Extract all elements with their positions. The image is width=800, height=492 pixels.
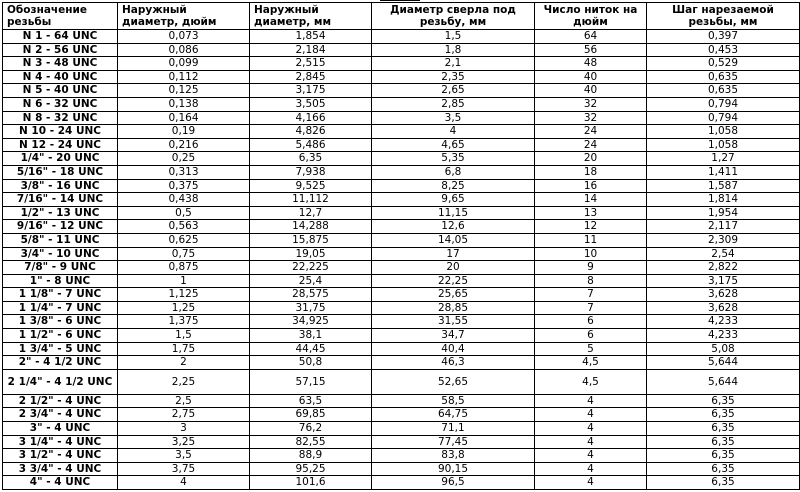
cell-threads-per-inch: 4 bbox=[535, 408, 647, 422]
cell-thread-designation: 2" - 4 1/2 UNC bbox=[3, 356, 118, 370]
cell-outer-diameter-mm: 25,4 bbox=[250, 274, 372, 288]
cell-outer-diameter-mm: 11,112 bbox=[250, 193, 372, 207]
table-row bbox=[3, 369, 800, 394]
cell-thread-designation: N 2 - 56 UNC bbox=[3, 43, 118, 57]
cell-threads-per-inch: 48 bbox=[535, 57, 647, 71]
table-row bbox=[3, 233, 800, 247]
cell-outer-diameter-inch: 3,75 bbox=[118, 462, 250, 476]
cell-drill-diameter: 25,65 bbox=[372, 288, 535, 302]
cell-outer-diameter-mm: 3,175 bbox=[250, 84, 372, 98]
cell-outer-diameter-inch: 3 bbox=[118, 422, 250, 436]
cell-outer-diameter-inch: 0,875 bbox=[118, 261, 250, 275]
cell-outer-diameter-inch: 0,125 bbox=[118, 84, 250, 98]
cell-thread-pitch: 0,794 bbox=[647, 97, 800, 111]
table-row bbox=[3, 247, 800, 261]
cell-drill-diameter: 28,85 bbox=[372, 301, 535, 315]
cell-threads-per-inch: 6 bbox=[535, 329, 647, 343]
cell-outer-diameter-mm: 6,35 bbox=[250, 152, 372, 166]
cell-outer-diameter-mm: 34,925 bbox=[250, 315, 372, 329]
cell-threads-per-inch: 6 bbox=[535, 315, 647, 329]
cell-thread-pitch: 2,309 bbox=[647, 233, 800, 247]
cell-outer-diameter-inch: 1,125 bbox=[118, 288, 250, 302]
table-row bbox=[3, 301, 800, 315]
cell-threads-per-inch: 9 bbox=[535, 261, 647, 275]
cell-thread-pitch: 6,35 bbox=[647, 394, 800, 408]
cell-outer-diameter-mm: 28,575 bbox=[250, 288, 372, 302]
cell-outer-diameter-inch: 0,375 bbox=[118, 179, 250, 193]
cell-threads-per-inch: 32 bbox=[535, 97, 647, 111]
cell-outer-diameter-mm: 101,6 bbox=[250, 476, 372, 490]
cell-outer-diameter-inch: 0,073 bbox=[118, 30, 250, 44]
cell-outer-diameter-mm: 7,938 bbox=[250, 165, 372, 179]
cell-outer-diameter-mm: 5,486 bbox=[250, 138, 372, 152]
cell-threads-per-inch: 4 bbox=[535, 435, 647, 449]
header-row bbox=[3, 3, 800, 30]
cell-thread-pitch: 6,35 bbox=[647, 476, 800, 490]
table-body bbox=[3, 30, 800, 490]
cell-thread-pitch: 1,058 bbox=[647, 125, 800, 139]
cell-outer-diameter-mm: 69,85 bbox=[250, 408, 372, 422]
cell-outer-diameter-mm: 2,515 bbox=[250, 57, 372, 71]
table-header bbox=[3, 3, 800, 30]
cell-threads-per-inch: 4 bbox=[535, 422, 647, 436]
table-row bbox=[3, 111, 800, 125]
table-row bbox=[3, 342, 800, 356]
cell-outer-diameter-inch: 1,75 bbox=[118, 342, 250, 356]
cell-outer-diameter-inch: 1,5 bbox=[118, 329, 250, 343]
cell-outer-diameter-mm: 50,8 bbox=[250, 356, 372, 370]
cell-thread-pitch: 2,822 bbox=[647, 261, 800, 275]
cell-outer-diameter-inch: 0,164 bbox=[118, 111, 250, 125]
table-row bbox=[3, 476, 800, 490]
cell-thread-designation: 1 1/8" - 7 UNC bbox=[3, 288, 118, 302]
cell-outer-diameter-inch: 0,25 bbox=[118, 152, 250, 166]
cell-thread-designation: 9/16" - 12 UNC bbox=[3, 220, 118, 234]
cell-threads-per-inch: 64 bbox=[535, 30, 647, 44]
cell-thread-pitch: 1,954 bbox=[647, 206, 800, 220]
cell-outer-diameter-inch: 2,25 bbox=[118, 369, 250, 394]
cell-thread-pitch: 3,628 bbox=[647, 301, 800, 315]
table-row bbox=[3, 356, 800, 370]
table-row bbox=[3, 152, 800, 166]
cell-thread-designation: 1" - 8 UNC bbox=[3, 274, 118, 288]
cell-outer-diameter-inch: 0,216 bbox=[118, 138, 250, 152]
cell-threads-per-inch: 5 bbox=[535, 342, 647, 356]
cell-threads-per-inch: 18 bbox=[535, 165, 647, 179]
cell-thread-designation: 3/4" - 10 UNC bbox=[3, 247, 118, 261]
cell-drill-diameter: 4 bbox=[372, 125, 535, 139]
cell-drill-diameter: 2,85 bbox=[372, 97, 535, 111]
cell-thread-designation: N 6 - 32 UNC bbox=[3, 97, 118, 111]
cell-drill-diameter: 1,5 bbox=[372, 30, 535, 44]
table-row bbox=[3, 408, 800, 422]
cell-threads-per-inch: 8 bbox=[535, 274, 647, 288]
cell-threads-per-inch: 4 bbox=[535, 462, 647, 476]
cell-thread-designation: 2 3/4" - 4 UNC bbox=[3, 408, 118, 422]
top-edge-mark bbox=[380, 0, 420, 1]
cell-drill-diameter: 31,55 bbox=[372, 315, 535, 329]
cell-outer-diameter-mm: 63,5 bbox=[250, 394, 372, 408]
cell-drill-diameter: 64,75 bbox=[372, 408, 535, 422]
cell-threads-per-inch: 20 bbox=[535, 152, 647, 166]
cell-outer-diameter-mm: 76,2 bbox=[250, 422, 372, 436]
cell-drill-diameter: 83,8 bbox=[372, 449, 535, 463]
table-row bbox=[3, 315, 800, 329]
cell-outer-diameter-inch: 0,563 bbox=[118, 220, 250, 234]
cell-outer-diameter-mm: 38,1 bbox=[250, 329, 372, 343]
cell-outer-diameter-mm: 12,7 bbox=[250, 206, 372, 220]
cell-thread-pitch: 5,644 bbox=[647, 356, 800, 370]
cell-drill-diameter: 4,65 bbox=[372, 138, 535, 152]
cell-threads-per-inch: 16 bbox=[535, 179, 647, 193]
cell-thread-designation: N 3 - 48 UNC bbox=[3, 57, 118, 71]
cell-threads-per-inch: 24 bbox=[535, 138, 647, 152]
cell-drill-diameter: 6,8 bbox=[372, 165, 535, 179]
header-threads-per-inch: Число ниток на дюйм bbox=[535, 3, 647, 30]
cell-outer-diameter-mm: 82,55 bbox=[250, 435, 372, 449]
cell-thread-pitch: 1,587 bbox=[647, 179, 800, 193]
cell-outer-diameter-mm: 14,288 bbox=[250, 220, 372, 234]
cell-thread-pitch: 2,117 bbox=[647, 220, 800, 234]
cell-threads-per-inch: 24 bbox=[535, 125, 647, 139]
cell-drill-diameter: 22,25 bbox=[372, 274, 535, 288]
table-row bbox=[3, 138, 800, 152]
cell-thread-designation: N 10 - 24 UNC bbox=[3, 125, 118, 139]
cell-outer-diameter-mm: 2,184 bbox=[250, 43, 372, 57]
cell-thread-designation: 1 1/4" - 7 UNC bbox=[3, 301, 118, 315]
cell-thread-pitch: 0,453 bbox=[647, 43, 800, 57]
cell-outer-diameter-mm: 19,05 bbox=[250, 247, 372, 261]
cell-drill-diameter: 2,65 bbox=[372, 84, 535, 98]
table-row bbox=[3, 84, 800, 98]
cell-drill-diameter: 2,1 bbox=[372, 57, 535, 71]
cell-thread-designation: N 1 - 64 UNC bbox=[3, 30, 118, 44]
table-row bbox=[3, 435, 800, 449]
cell-drill-diameter: 14,05 bbox=[372, 233, 535, 247]
cell-threads-per-inch: 4 bbox=[535, 476, 647, 490]
table-row bbox=[3, 30, 800, 44]
cell-drill-diameter: 46,3 bbox=[372, 356, 535, 370]
cell-thread-pitch: 0,635 bbox=[647, 70, 800, 84]
cell-thread-pitch: 0,635 bbox=[647, 84, 800, 98]
cell-outer-diameter-inch: 4 bbox=[118, 476, 250, 490]
cell-drill-diameter: 3,5 bbox=[372, 111, 535, 125]
cell-outer-diameter-mm: 2,845 bbox=[250, 70, 372, 84]
cell-thread-designation: 3 1/2" - 4 UNC bbox=[3, 449, 118, 463]
cell-thread-designation: 3" - 4 UNC bbox=[3, 422, 118, 436]
cell-outer-diameter-inch: 0,625 bbox=[118, 233, 250, 247]
cell-thread-pitch: 3,628 bbox=[647, 288, 800, 302]
cell-threads-per-inch: 40 bbox=[535, 84, 647, 98]
cell-thread-pitch: 0,794 bbox=[647, 111, 800, 125]
cell-drill-diameter: 90,15 bbox=[372, 462, 535, 476]
cell-outer-diameter-inch: 1,25 bbox=[118, 301, 250, 315]
cell-drill-diameter: 17 bbox=[372, 247, 535, 261]
cell-thread-pitch: 6,35 bbox=[647, 408, 800, 422]
header-thread-pitch: Шаг нарезаемой резьбы, мм bbox=[647, 3, 800, 30]
table-row bbox=[3, 179, 800, 193]
cell-thread-designation: N 8 - 32 UNC bbox=[3, 111, 118, 125]
cell-thread-designation: 2 1/4" - 4 1/2 UNC bbox=[3, 369, 118, 394]
cell-thread-pitch: 1,411 bbox=[647, 165, 800, 179]
cell-thread-designation: 1 3/8" - 6 UNC bbox=[3, 315, 118, 329]
cell-thread-designation: 1 3/4" - 5 UNC bbox=[3, 342, 118, 356]
cell-threads-per-inch: 12 bbox=[535, 220, 647, 234]
cell-outer-diameter-mm: 95,25 bbox=[250, 462, 372, 476]
cell-outer-diameter-inch: 0,313 bbox=[118, 165, 250, 179]
cell-thread-designation: 7/8" - 9 UNC bbox=[3, 261, 118, 275]
cell-outer-diameter-inch: 0,5 bbox=[118, 206, 250, 220]
cell-thread-designation: 2 1/2" - 4 UNC bbox=[3, 394, 118, 408]
cell-thread-designation: 5/8" - 11 UNC bbox=[3, 233, 118, 247]
cell-thread-pitch: 4,233 bbox=[647, 329, 800, 343]
header-outer-diameter-mm: Наружный диаметр, мм bbox=[250, 3, 372, 30]
cell-thread-designation: 1 1/2" - 6 UNC bbox=[3, 329, 118, 343]
cell-thread-pitch: 1,27 bbox=[647, 152, 800, 166]
cell-outer-diameter-mm: 3,505 bbox=[250, 97, 372, 111]
cell-outer-diameter-mm: 4,826 bbox=[250, 125, 372, 139]
cell-thread-pitch: 1,814 bbox=[647, 193, 800, 207]
cell-outer-diameter-mm: 44,45 bbox=[250, 342, 372, 356]
cell-drill-diameter: 71,1 bbox=[372, 422, 535, 436]
cell-threads-per-inch: 4 bbox=[535, 394, 647, 408]
table-row bbox=[3, 394, 800, 408]
cell-drill-diameter: 12,6 bbox=[372, 220, 535, 234]
cell-threads-per-inch: 40 bbox=[535, 70, 647, 84]
cell-threads-per-inch: 56 bbox=[535, 43, 647, 57]
cell-drill-diameter: 40,4 bbox=[372, 342, 535, 356]
cell-outer-diameter-inch: 2,75 bbox=[118, 408, 250, 422]
cell-thread-designation: 3/8" - 16 UNC bbox=[3, 179, 118, 193]
cell-thread-pitch: 5,644 bbox=[647, 369, 800, 394]
table-row bbox=[3, 43, 800, 57]
cell-thread-designation: N 12 - 24 UNC bbox=[3, 138, 118, 152]
cell-threads-per-inch: 4,5 bbox=[535, 356, 647, 370]
cell-outer-diameter-mm: 4,166 bbox=[250, 111, 372, 125]
cell-drill-diameter: 8,25 bbox=[372, 179, 535, 193]
cell-threads-per-inch: 7 bbox=[535, 301, 647, 315]
cell-threads-per-inch: 11 bbox=[535, 233, 647, 247]
table-row bbox=[3, 57, 800, 71]
cell-outer-diameter-mm: 57,15 bbox=[250, 369, 372, 394]
table-row bbox=[3, 193, 800, 207]
table-row bbox=[3, 422, 800, 436]
cell-drill-diameter: 20 bbox=[372, 261, 535, 275]
cell-outer-diameter-mm: 22,225 bbox=[250, 261, 372, 275]
cell-thread-pitch: 6,35 bbox=[647, 462, 800, 476]
cell-threads-per-inch: 4 bbox=[535, 449, 647, 463]
cell-drill-diameter: 9,65 bbox=[372, 193, 535, 207]
cell-threads-per-inch: 32 bbox=[535, 111, 647, 125]
cell-outer-diameter-inch: 0,112 bbox=[118, 70, 250, 84]
cell-outer-diameter-inch: 1 bbox=[118, 274, 250, 288]
cell-threads-per-inch: 7 bbox=[535, 288, 647, 302]
cell-drill-diameter: 5,35 bbox=[372, 152, 535, 166]
header-thread-designation: Обозначение резьбы bbox=[3, 3, 118, 30]
cell-outer-diameter-inch: 2,5 bbox=[118, 394, 250, 408]
cell-thread-pitch: 2,54 bbox=[647, 247, 800, 261]
unc-thread-table bbox=[2, 2, 800, 490]
cell-drill-diameter: 58,5 bbox=[372, 394, 535, 408]
cell-thread-pitch: 1,058 bbox=[647, 138, 800, 152]
cell-outer-diameter-inch: 0,138 bbox=[118, 97, 250, 111]
table-row bbox=[3, 288, 800, 302]
cell-thread-pitch: 3,175 bbox=[647, 274, 800, 288]
cell-outer-diameter-inch: 3,25 bbox=[118, 435, 250, 449]
cell-outer-diameter-mm: 1,854 bbox=[250, 30, 372, 44]
cell-thread-pitch: 0,397 bbox=[647, 30, 800, 44]
cell-thread-pitch: 6,35 bbox=[647, 435, 800, 449]
cell-outer-diameter-inch: 0,75 bbox=[118, 247, 250, 261]
cell-thread-designation: 5/16" - 18 UNC bbox=[3, 165, 118, 179]
table-row bbox=[3, 125, 800, 139]
cell-threads-per-inch: 13 bbox=[535, 206, 647, 220]
cell-outer-diameter-inch: 2 bbox=[118, 356, 250, 370]
cell-outer-diameter-inch: 0,099 bbox=[118, 57, 250, 71]
table-row bbox=[3, 261, 800, 275]
cell-drill-diameter: 1,8 bbox=[372, 43, 535, 57]
cell-drill-diameter: 96,5 bbox=[372, 476, 535, 490]
table-row bbox=[3, 70, 800, 84]
cell-thread-pitch: 0,529 bbox=[647, 57, 800, 71]
cell-threads-per-inch: 10 bbox=[535, 247, 647, 261]
table-row bbox=[3, 165, 800, 179]
cell-outer-diameter-mm: 15,875 bbox=[250, 233, 372, 247]
cell-thread-designation: N 4 - 40 UNC bbox=[3, 70, 118, 84]
cell-outer-diameter-mm: 9,525 bbox=[250, 179, 372, 193]
cell-drill-diameter: 77,45 bbox=[372, 435, 535, 449]
table-row bbox=[3, 462, 800, 476]
cell-thread-pitch: 6,35 bbox=[647, 449, 800, 463]
cell-thread-designation: 1/2" - 13 UNC bbox=[3, 206, 118, 220]
table-row bbox=[3, 220, 800, 234]
cell-thread-designation: 3 3/4" - 4 UNC bbox=[3, 462, 118, 476]
cell-drill-diameter: 52,65 bbox=[372, 369, 535, 394]
table-row bbox=[3, 274, 800, 288]
cell-outer-diameter-inch: 0,086 bbox=[118, 43, 250, 57]
top-edge-fragment bbox=[0, 0, 800, 1]
cell-outer-diameter-mm: 31,75 bbox=[250, 301, 372, 315]
cell-thread-designation: 3 1/4" - 4 UNC bbox=[3, 435, 118, 449]
cell-thread-pitch: 5,08 bbox=[647, 342, 800, 356]
cell-thread-designation: 1/4" - 20 UNC bbox=[3, 152, 118, 166]
cell-thread-designation: N 5 - 40 UNC bbox=[3, 84, 118, 98]
cell-outer-diameter-inch: 1,375 bbox=[118, 315, 250, 329]
cell-thread-pitch: 6,35 bbox=[647, 422, 800, 436]
cell-thread-pitch: 4,233 bbox=[647, 315, 800, 329]
cell-thread-designation: 4" - 4 UNC bbox=[3, 476, 118, 490]
table-row bbox=[3, 97, 800, 111]
cell-drill-diameter: 2,35 bbox=[372, 70, 535, 84]
table-row bbox=[3, 206, 800, 220]
table-row bbox=[3, 329, 800, 343]
cell-threads-per-inch: 4,5 bbox=[535, 369, 647, 394]
cell-threads-per-inch: 14 bbox=[535, 193, 647, 207]
table-row bbox=[3, 449, 800, 463]
cell-outer-diameter-inch: 0,19 bbox=[118, 125, 250, 139]
cell-drill-diameter: 11,15 bbox=[372, 206, 535, 220]
cell-outer-diameter-mm: 88,9 bbox=[250, 449, 372, 463]
cell-outer-diameter-inch: 0,438 bbox=[118, 193, 250, 207]
header-drill-diameter: Диаметр сверла под резьбу, мм bbox=[372, 3, 535, 30]
cell-outer-diameter-inch: 3,5 bbox=[118, 449, 250, 463]
cell-drill-diameter: 34,7 bbox=[372, 329, 535, 343]
cell-thread-designation: 7/16" - 14 UNC bbox=[3, 193, 118, 207]
header-outer-diameter-inch: Наружный диаметр, дюйм bbox=[118, 3, 250, 30]
